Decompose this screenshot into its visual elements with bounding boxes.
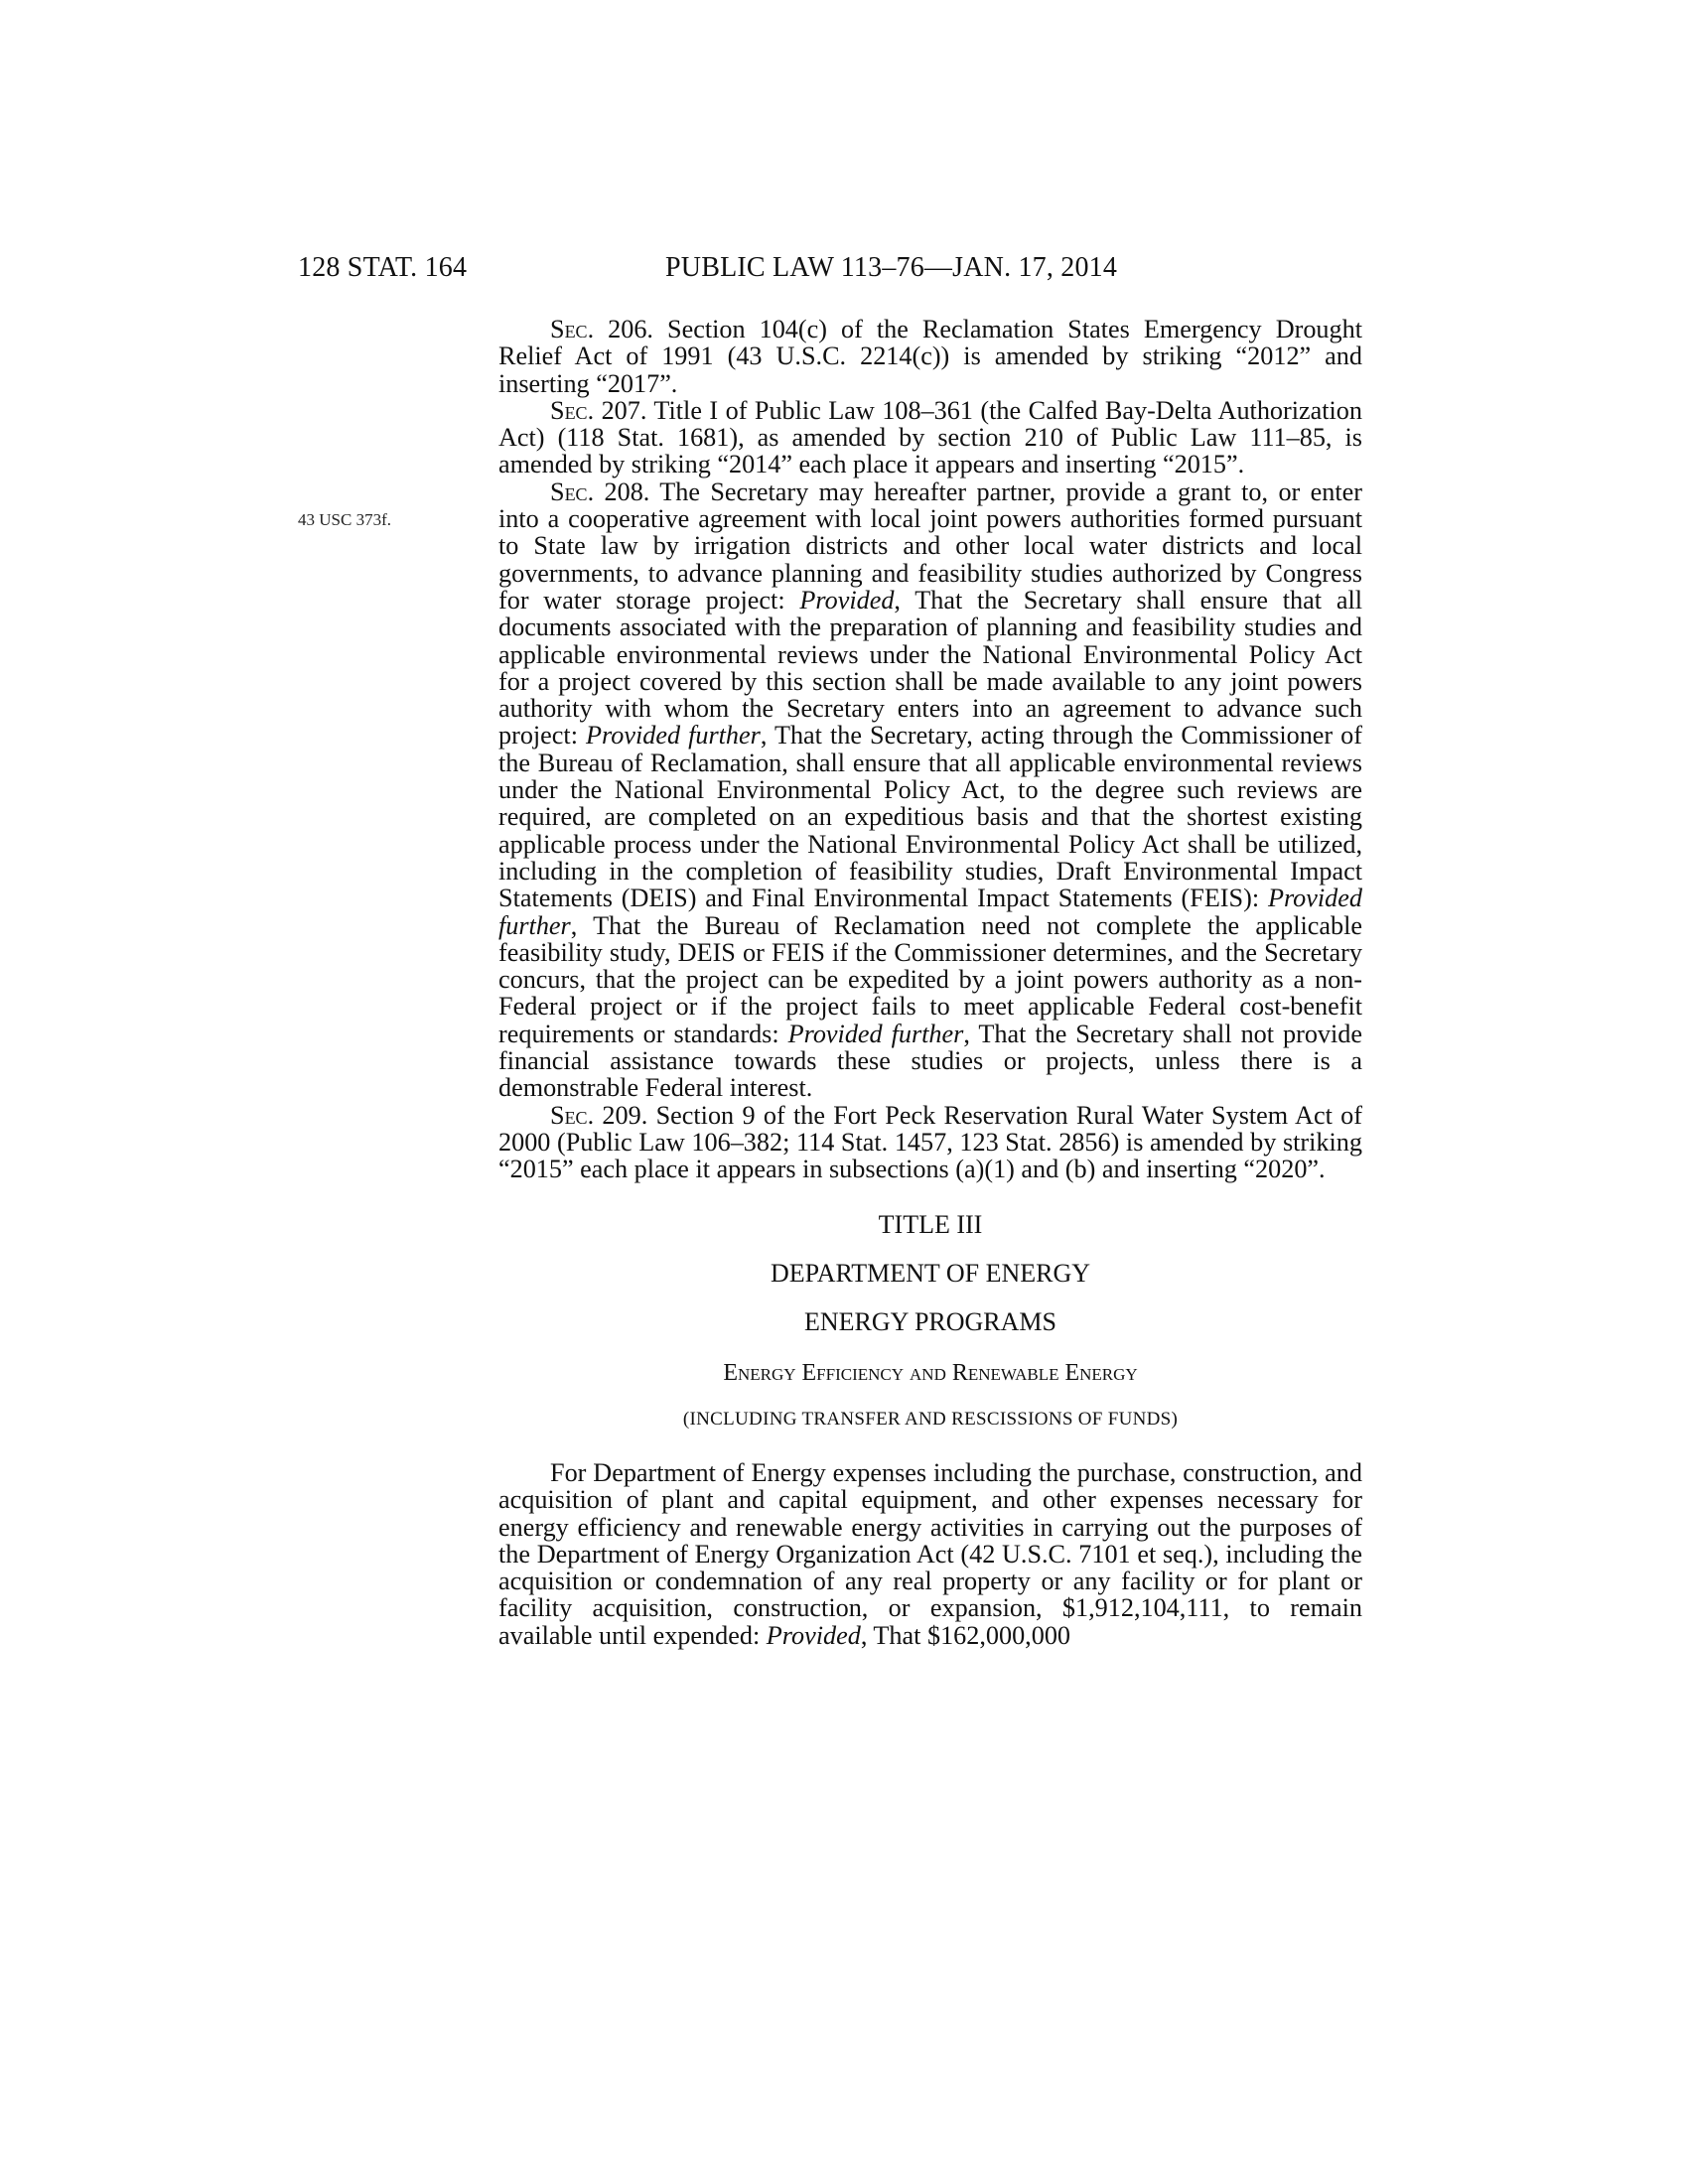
paragraph-text: For Department of Energy expenses including the purchase, construction, and acquisition of plant and capital equipment, and other expenses necessary for energy efficiency and renewable energy activities in carrying out the purposes of the Department of Energy Organization Act (42 U.S.C. 7101 et seq.), including the acquisition or condemnation of any real property or any facility or for plant or facility acquisition, construction, or expansion, $1,912,104,111, to remain available until expended: xyxy=(498,1457,1362,1650)
section-text: , That the Secretary shall ensure that all documents associated with the preparation of planning and feasibility studies and applicable environmental reviews under the National Environmental Policy Act for a project covered by this section shall be made available to any joint powers authority with whom the Secretary enters into an agreement to advance such project: xyxy=(498,585,1362,751)
section-209-paragraph xyxy=(498,1102,1362,1183)
section-text: The Secretary may hereafter partner, provide a grant to, or enter into a cooperative agreement with local joint powers authorities formed pursuant to State law by irrigation districts and other local water districts and local governments, to advance planning and feasibility studies authorized by Congress for water storage project: xyxy=(498,477,1362,614)
law-title: PUBLIC LAW 113–76—JAN. 17, 2014 xyxy=(665,252,1118,283)
page-number: 128 STAT. 164 xyxy=(298,252,468,283)
section-text: , That the Bureau of Reclamation need not complete the applicable feasibility study, DEIS or FEIS if the Commissioner determines, and the Secretary concurs, that the project can be expedited by a joint powers authority as a non-Federal project or if the project fails to meet applicable Federal cost-benefit requirements or standards: xyxy=(498,910,1362,1048)
funds-note-heading: (INCLUDING TRANSFER AND RESCISSIONS OF FUNDS) xyxy=(682,1408,1179,1430)
main-text-column xyxy=(498,316,1362,1649)
section-206-paragraph xyxy=(498,316,1362,397)
section-text: Section 104(c) of the Reclamation States Emergency Drought Relief Act of 1991 (43 U.S.C. 2214(c)) is amended by striking “2012” and inserting “2017”. xyxy=(498,315,1362,398)
title-heading: TITLE III xyxy=(878,1209,983,1239)
department-heading: DEPARTMENT OF ENERGY xyxy=(770,1258,1091,1288)
section-label: Sec. 207. xyxy=(550,395,647,425)
section-text: , That the Secretary, acting through the Commissioner of the Bureau of Reclamation, shall ensure that all applicable environmental reviews under the National Environmental Policy Act, to the degree such reviews are required, are completed on an expeditious basis and that the shortest existing applicable process under the National Environmental Policy Act shall be utilized, including in the completion of feasibility studies, Draft Environmental Impact Statements (DEIS) and Final Environmental Impact Statements (FEIS): xyxy=(498,721,1362,913)
running-head xyxy=(298,248,1211,288)
account-heading: Energy Efficiency and Renewable Energy xyxy=(723,1360,1138,1387)
proviso-italic: Provided xyxy=(766,1620,861,1650)
proviso-italic: Provided further xyxy=(498,884,1362,940)
margin-citation-note: 43 USC 373f. xyxy=(298,510,391,529)
appropriation-paragraph xyxy=(498,1459,1362,1649)
proviso-italic: Provided xyxy=(799,585,895,614)
section-text: Section 9 of the Fort Peck Reservation Rural Water System Act of 2000 (Public Law 106–382; 114 Stat. 1457, 123 Stat. 2856) is amended by striking “2015” each place it appears in subsections (a)(1) and (b) and inserting “2020”. xyxy=(498,1100,1362,1184)
programs-heading: ENERGY PROGRAMS xyxy=(803,1307,1057,1337)
paragraph-text: , That $162,000,000 xyxy=(860,1620,1071,1650)
section-label: Sec. 208. xyxy=(550,477,650,506)
section-label: Sec. 209. xyxy=(550,1100,648,1130)
section-207-paragraph xyxy=(498,397,1362,478)
section-label: Sec. 206. xyxy=(550,315,653,343)
proviso-italic: Provided further xyxy=(586,721,761,751)
section-text: , That the Secretary shall not provide financial assistance towards these studies or projects, unless there is a demonstrable Federal interest. xyxy=(498,1019,1362,1103)
section-text: Title I of Public Law 108–361 (the Calfed Bay-Delta Authorization Act) (118 Stat. 1681), as amended by section 210 of Public Law 111–85, is amended by striking “2014” each place it appears and inserting “2015”. xyxy=(498,395,1362,479)
section-208-paragraph xyxy=(498,478,1362,1102)
proviso-italic: Provided further xyxy=(787,1019,964,1048)
